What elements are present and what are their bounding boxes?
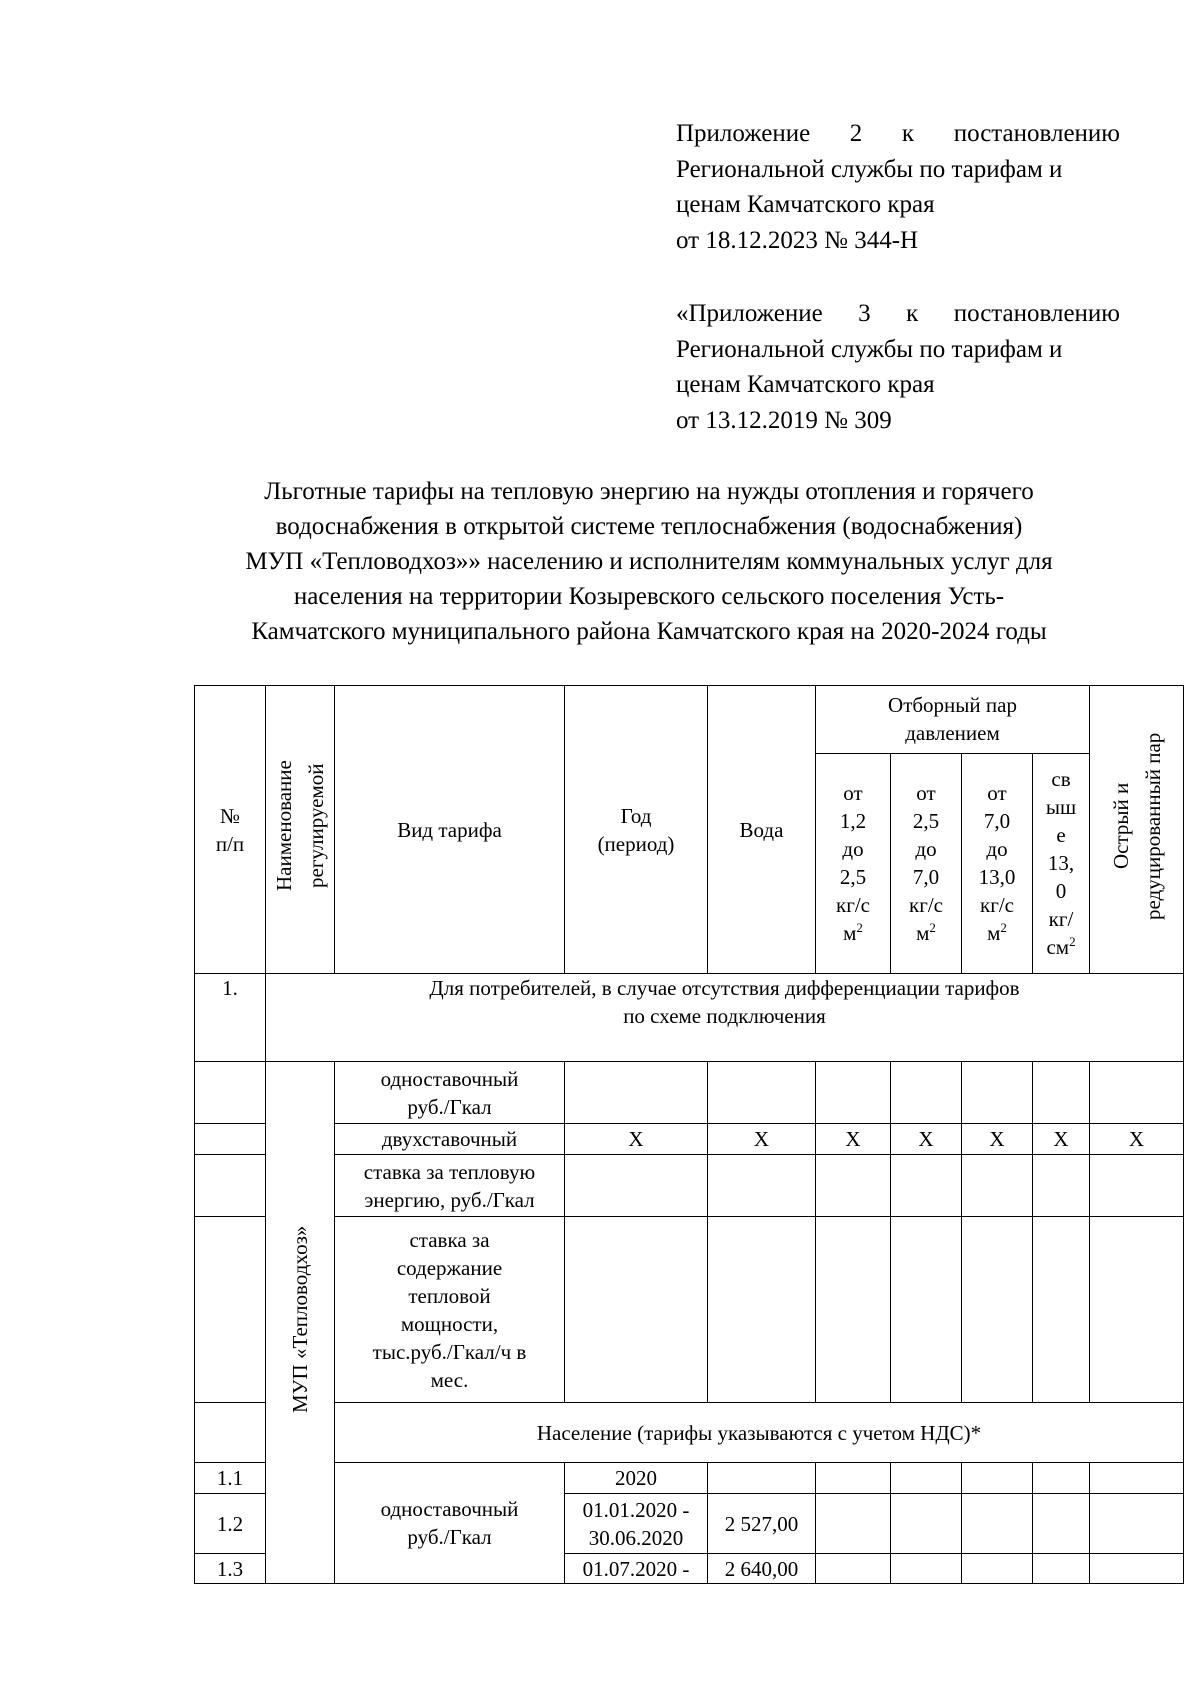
value-cell	[1090, 1463, 1184, 1494]
tariff-table	[194, 685, 1184, 1584]
superscript: 2	[1000, 920, 1007, 936]
section-row	[195, 974, 1184, 1062]
title-line: Камчатского муниципального района Камчатского края на 2020-2024 годы	[251, 618, 1047, 645]
value-cell	[708, 1062, 816, 1124]
value-cell	[708, 1155, 816, 1217]
tariff-type-line: ставка за	[409, 1227, 490, 1252]
header-steam-group-line: давлением	[905, 721, 1000, 746]
header-tariff-type: Вид тарифа	[335, 686, 565, 974]
tariff-type-line: энергию, руб./Гкал	[364, 1187, 535, 1212]
appendix-line: «Приложение 3 к постановлению	[676, 300, 1120, 327]
value-cell	[962, 1155, 1033, 1217]
steam-4-line: е	[1056, 823, 1066, 848]
tariff-type-line: руб./Гкал	[407, 1525, 492, 1549]
tariff-type-line: одноставочный	[380, 1066, 519, 1091]
table-row	[195, 1463, 1184, 1494]
appendix-line: Региональной службы по тарифам и	[676, 155, 1063, 183]
tariff-type-line: содержание	[396, 1255, 503, 1280]
steam-4-line: кг/	[1048, 907, 1074, 932]
value-cell	[962, 1062, 1033, 1124]
x-mark: X	[708, 1124, 816, 1155]
value-cell	[565, 1155, 708, 1217]
steam-2-line: 2,5	[912, 809, 940, 834]
population-header-row	[195, 1403, 1184, 1463]
x-mark: X	[816, 1124, 891, 1155]
period-cell: 01.07.2020 -	[565, 1554, 708, 1584]
header-steam-2	[891, 753, 962, 973]
steam-1-line: 1,2	[839, 809, 867, 834]
header-row	[195, 686, 1184, 754]
header-org-line: регулируемой	[304, 763, 328, 889]
value-cell	[1033, 1155, 1090, 1217]
table-row	[195, 1217, 1184, 1403]
row-num: 1.3	[195, 1554, 266, 1584]
org-name-cell	[266, 1062, 335, 1584]
steam-2-line: кг/с	[909, 893, 943, 918]
section-title	[266, 974, 1184, 1062]
value-cell	[891, 1062, 962, 1124]
period-line: 30.06.2020	[588, 1525, 684, 1550]
value-cell	[816, 1554, 891, 1584]
header-year	[565, 686, 708, 974]
tariff-type-line: одноставочный	[380, 1497, 519, 1521]
steam-2-line: от	[916, 781, 936, 806]
row-num-cell	[195, 1124, 266, 1155]
tariff-type-line: мес.	[430, 1367, 469, 1392]
value-cell	[962, 1554, 1033, 1584]
value-cell	[816, 1494, 891, 1554]
appendix-line: Региональной службы по тарифам и	[676, 335, 1063, 363]
value-cell	[1090, 1062, 1184, 1124]
steam-4-line: ыш	[1045, 795, 1077, 820]
value-cell	[1033, 1463, 1090, 1494]
table-row	[195, 1155, 1184, 1217]
steam-3-unit-text: м	[987, 921, 1001, 946]
row-num-cell	[195, 1062, 266, 1124]
header-sharp-line: Острый и	[1108, 782, 1133, 870]
value-cell	[816, 1062, 891, 1124]
appendix-line: ценам Камчатского края	[676, 191, 935, 218]
steam-2-line: 7,0	[912, 865, 940, 890]
superscript: 2	[1069, 934, 1076, 950]
steam-3-unit	[964, 919, 1030, 947]
period-cell	[565, 1494, 708, 1554]
steam-1-line: до	[842, 837, 864, 862]
steam-3-line: 7,0	[983, 809, 1011, 834]
header-steam-4	[1033, 753, 1090, 973]
header-sharp-steam	[1090, 686, 1184, 974]
header-steam-3	[962, 753, 1033, 973]
steam-1-unit-text: м	[843, 921, 857, 946]
title-line: МУП «Тепловодхоз»» населению и исполнителям коммунальных услуг для	[245, 548, 1053, 575]
appendix-line: ценам Камчатского края	[676, 371, 935, 398]
value-cell	[891, 1554, 962, 1584]
period-cell: 2020	[565, 1463, 708, 1494]
appendix-current-block	[676, 116, 1120, 258]
value-cell	[962, 1494, 1033, 1554]
steam-1-line: кг/с	[836, 893, 870, 918]
row-num-cell	[195, 1155, 266, 1217]
steam-2-unit	[893, 919, 959, 947]
tariff-type-line: ставка за тепловую	[363, 1159, 536, 1184]
tariff-type-cell	[335, 1217, 565, 1403]
row-num: 1.2	[195, 1494, 266, 1554]
tariff-type-cell	[335, 1062, 565, 1124]
appendix-line: от 13.12.2019 № 309	[676, 406, 892, 434]
x-mark: X	[565, 1124, 708, 1155]
header-sharp-line: редуцированный пар	[1140, 732, 1165, 920]
value-cell	[1090, 1155, 1184, 1217]
value-cell	[1033, 1217, 1090, 1403]
tariff-type-cell	[335, 1463, 565, 1584]
steam-4-line: 13,	[1047, 851, 1075, 876]
row-num: 1.1	[195, 1463, 266, 1494]
water-value	[708, 1463, 816, 1494]
value-cell	[1090, 1554, 1184, 1584]
value-cell	[565, 1217, 708, 1403]
row-num-cell	[195, 1403, 266, 1463]
population-header: Население (тарифы указываются с учетом НДС)*	[335, 1403, 1184, 1463]
value-cell	[962, 1217, 1033, 1403]
section-title-line: Для потребителей, в случае отсутствия дифференциации тарифов	[429, 976, 1020, 1000]
value-cell	[565, 1062, 708, 1124]
value-cell	[1033, 1494, 1090, 1554]
steam-3-line: до	[986, 837, 1008, 862]
steam-3-line: от	[987, 781, 1007, 806]
superscript: 2	[856, 920, 863, 936]
steam-1-line: от	[843, 781, 863, 806]
tariff-type-line: тыс.руб./Гкал/ч в	[372, 1339, 527, 1364]
steam-4-line: 0	[1055, 879, 1067, 904]
header-steam-group-line: Отборный пар	[888, 693, 1017, 718]
value-cell	[816, 1463, 891, 1494]
period-line: 01.01.2020 -	[582, 1497, 690, 1522]
tariff-type-line: тепловой	[408, 1283, 491, 1308]
section-title-line: по схеме подключения	[623, 1004, 826, 1028]
value-cell	[708, 1217, 816, 1403]
steam-3-line: кг/с	[980, 893, 1014, 918]
value-cell	[891, 1494, 962, 1554]
appendix-line: Приложение 2 к постановлению	[676, 120, 1120, 147]
header-org-line: Наименование	[272, 760, 296, 892]
header-num	[195, 686, 266, 974]
value-cell	[891, 1463, 962, 1494]
water-value: 2 640,00	[708, 1554, 816, 1584]
tariff-type-line: мощности,	[400, 1311, 499, 1336]
steam-4-line: св	[1051, 767, 1071, 792]
title-line: водоснабжения в открытой системе теплоснабжения (водоснабжения)	[275, 513, 1023, 540]
value-cell	[962, 1463, 1033, 1494]
tariff-type-cell	[335, 1155, 565, 1217]
x-mark: X	[891, 1124, 962, 1155]
value-cell	[891, 1155, 962, 1217]
table-row	[195, 1124, 1184, 1155]
header-steam-group	[816, 686, 1090, 754]
header-steam-1	[816, 753, 891, 973]
header-year-line: (период)	[597, 831, 675, 856]
org-name: МУП «Тепловодхоз»	[288, 1225, 312, 1413]
tariff-type-line: руб./Гкал	[407, 1094, 492, 1119]
steam-3-line: 13,0	[978, 865, 1016, 890]
value-cell	[1090, 1494, 1184, 1554]
value-cell	[816, 1217, 891, 1403]
x-mark: X	[962, 1124, 1033, 1155]
steam-2-line: до	[915, 837, 937, 862]
title-line: Льготные тарифы на тепловую энергию на нужды отопления и горячего	[264, 478, 1034, 505]
section-num: 1.	[195, 974, 266, 1062]
value-cell	[1033, 1062, 1090, 1124]
header-num-line: №	[219, 803, 241, 828]
water-value: 2 527,00	[708, 1494, 816, 1554]
table-row	[195, 1062, 1184, 1124]
x-mark: X	[1033, 1124, 1090, 1155]
value-cell	[1090, 1217, 1184, 1403]
header-year-line: Год	[620, 803, 652, 828]
document-title	[160, 474, 1138, 649]
x-mark: X	[1090, 1124, 1184, 1155]
steam-4-unit	[1035, 933, 1087, 961]
row-num-cell	[195, 1217, 266, 1403]
steam-4-unit-text: см	[1046, 935, 1070, 960]
steam-1-unit	[818, 919, 888, 947]
header-org-name	[266, 686, 335, 974]
header-num-line: п/п	[215, 831, 245, 856]
tariff-type-cell: двухставочный	[335, 1124, 565, 1155]
value-cell	[816, 1155, 891, 1217]
value-cell	[1033, 1554, 1090, 1584]
title-line: населения на территории Козыревского сельского поселения Усть-	[293, 583, 1005, 610]
value-cell	[891, 1217, 962, 1403]
steam-2-unit-text: м	[916, 921, 930, 946]
appendix-original-block	[676, 296, 1120, 438]
steam-1-line: 2,5	[839, 865, 867, 890]
appendix-line: от 18.12.2023 № 344-Н	[676, 226, 919, 254]
superscript: 2	[929, 920, 936, 936]
header-water: Вода	[708, 686, 816, 974]
